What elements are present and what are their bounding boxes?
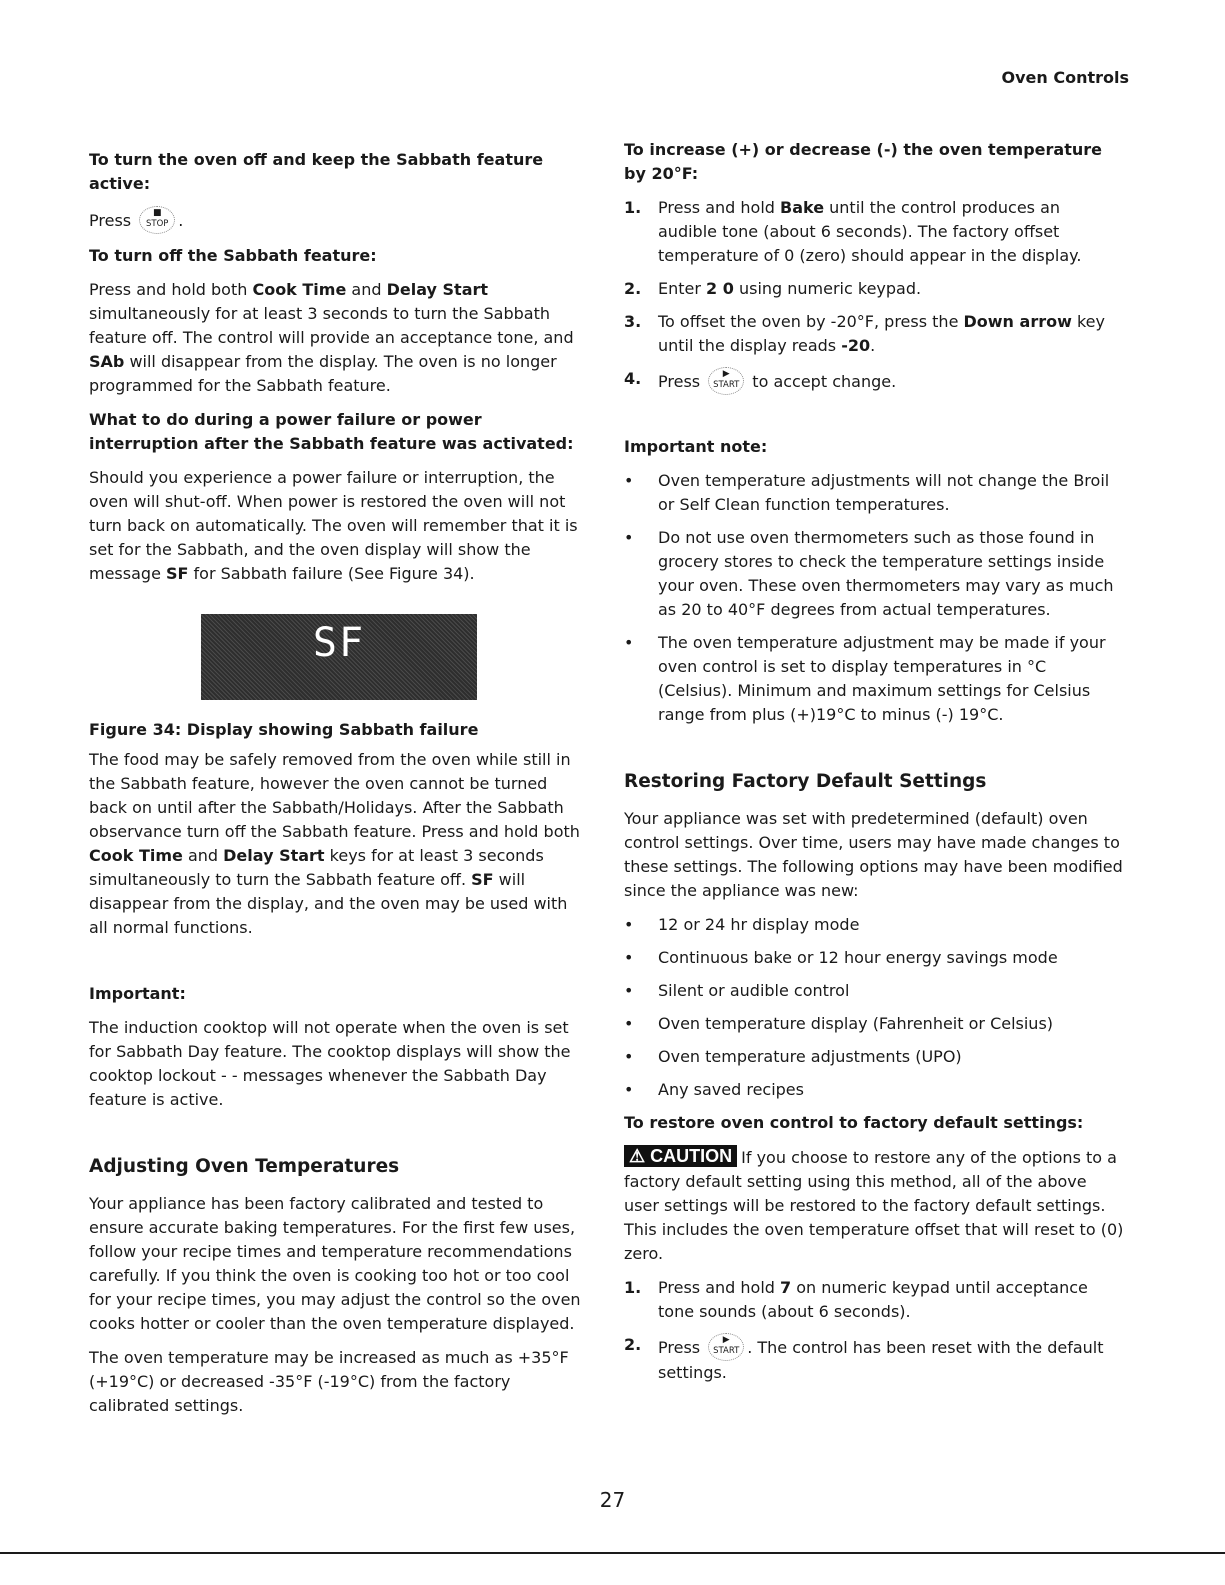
press-stop-line: Press ■ STOP .	[89, 206, 589, 234]
start-key-icon: ▶ START	[708, 1333, 744, 1361]
heading-increase: To increase (+) or decrease (-) the oven temperature by 20°F:	[624, 140, 1102, 183]
list-item: • Silent or audible control	[624, 981, 850, 1000]
list-item: • Oven temperature adjustments will not change the Broil or Self Clean function temperatures.	[624, 471, 1110, 514]
important-notes	[624, 469, 1124, 727]
paragraph-restoring: Your appliance was set with predetermined (default) oven control settings. Over time, users may have made changes to these settings. The following options may have been modified since the appliance was new:	[624, 809, 1123, 900]
paragraph-important: The induction cooktop will not operate when the oven is set for Sabbath Day feature. The cooktop displays will show the cooktop lockout - - messages whenever the Sabbath Day feature is active.	[89, 1018, 571, 1109]
heading-keep-active: To turn the oven off and keep the Sabbath feature active:	[89, 150, 544, 193]
list-item: • Continuous bake or 12 hour energy savings mode	[624, 948, 1058, 967]
display-readout: SF	[312, 620, 366, 666]
default-options	[624, 913, 1124, 1102]
bottom-rule	[0, 1552, 1225, 1554]
figure-34	[89, 614, 589, 704]
list-item: • Any saved recipes	[624, 1080, 804, 1099]
restore-steps	[624, 1276, 1124, 1385]
page-number: 27	[599, 1488, 626, 1512]
paragraph-adjust-2: The oven temperature may be increased as much as +35°F (+19°C) or decreased -35°F (-19°C) from the factory calibrated settings.	[89, 1348, 569, 1415]
heading-turn-off: To turn off the Sabbath feature:	[89, 246, 377, 265]
list-item: • Oven temperature adjustments (UPO)	[624, 1047, 962, 1066]
list-item: 2. Enter 2 0 using numeric keypad.	[624, 279, 922, 298]
paragraph-power-failure: Should you experience a power failure or interruption, the oven will shut-off. When power is restored the oven will not turn back on automatically. The oven will remember that it is set for the Sabbath, and the oven display will show the message SF for Sabbath failure (See Figure 34).	[89, 468, 578, 583]
paragraph-adjust-1: Your appliance has been factory calibrated and tested to ensure accurate baking temperatures. For the first few uses, follow your recipe times and temperature recommendations carefully. If you think the oven is cooking too hot or too cool for your recipe times, you may adjust the control so the oven cooks hotter or cooler than the oven temperature displayed.	[89, 1194, 581, 1333]
list-item: 3. To offset the oven by -20°F, press the Down arrow key until the display reads -20.	[624, 312, 1105, 355]
increase-steps	[624, 196, 1124, 395]
figure-caption: Figure 34: Display showing Sabbath failure	[89, 720, 479, 739]
heading-important: Important:	[89, 984, 186, 1003]
list-item: • Do not use oven thermometers such as those found in grocery stores to check the temperature settings inside your oven. These oven thermometers may vary as much as 20 to 40°F degrees from actual temperatures.	[624, 528, 1114, 619]
list-item: 1. Press and hold Bake until the control produces an audible tone (about 6 seconds). The factory offset temperature of 0 (zero) should appear in the display.	[624, 198, 1082, 265]
list-item: 1. Press and hold 7 on numeric keypad until acceptance tone sounds (about 6 seconds).	[624, 1278, 1088, 1321]
stop-key-icon: ■ STOP	[139, 206, 175, 234]
list-item: 2. Press ▶ START . The control has been reset with the default settings.	[624, 1335, 1104, 1382]
list-item: • 12 or 24 hr display mode	[624, 915, 860, 934]
caution-badge: ⚠ CAUTION	[624, 1145, 737, 1167]
page-header: Oven Controls	[1001, 68, 1129, 87]
right-column	[624, 130, 1124, 1394]
list-item: • Oven temperature display (Fahrenheit or Celsius)	[624, 1014, 1054, 1033]
heading-important-note: Important note:	[624, 437, 768, 456]
caution-paragraph: ⚠ CAUTION If you choose to restore any of the options to a factory default setting using this method, all of the above user settings will be restored to the factory default settings. This includes the oven temperature offset that will reset to (0) zero.	[624, 1146, 1124, 1263]
paragraph-turn-off: Press and hold both Cook Time and Delay Start simultaneously for at least 3 seconds to turn the Sabbath feature off. The control will provide an acceptance tone, and SAb will disappear from the display. The oven is no longer programmed for the Sabbath feature.	[89, 280, 574, 395]
left-column	[89, 130, 589, 1428]
heading-restore-to: To restore oven control to factory default settings:	[624, 1113, 1084, 1132]
list-item: 4. Press ▶ START to accept change.	[624, 367, 1124, 395]
heading-adjusting: Adjusting Oven Temperatures	[89, 1156, 400, 1177]
start-key-icon: ▶ START	[708, 367, 744, 395]
oven-display-panel	[201, 614, 477, 700]
list-item: • The oven temperature adjustment may be made if your oven control is set to display temperatures in °C (Celsius). Minimum and maximum settings for Celsius range from plus (+)19°C to minus (-) 19°C.	[624, 633, 1106, 724]
heading-power-failure: What to do during a power failure or power interruption after the Sabbath feature was activated:	[89, 410, 574, 453]
paragraph-food: The food may be safely removed from the oven while still in the Sabbath feature, however the oven cannot be turned back on until after the Sabbath/Holidays. After the Sabbath observance turn off the Sabbath feature. Press and hold both Cook Time and Delay Start keys for at least 3 seconds simultaneously to turn the Sabbath feature off. SF will disappear from the display, and the oven may be used with all normal functions.	[89, 750, 580, 937]
heading-restoring: Restoring Factory Default Settings	[624, 771, 987, 792]
